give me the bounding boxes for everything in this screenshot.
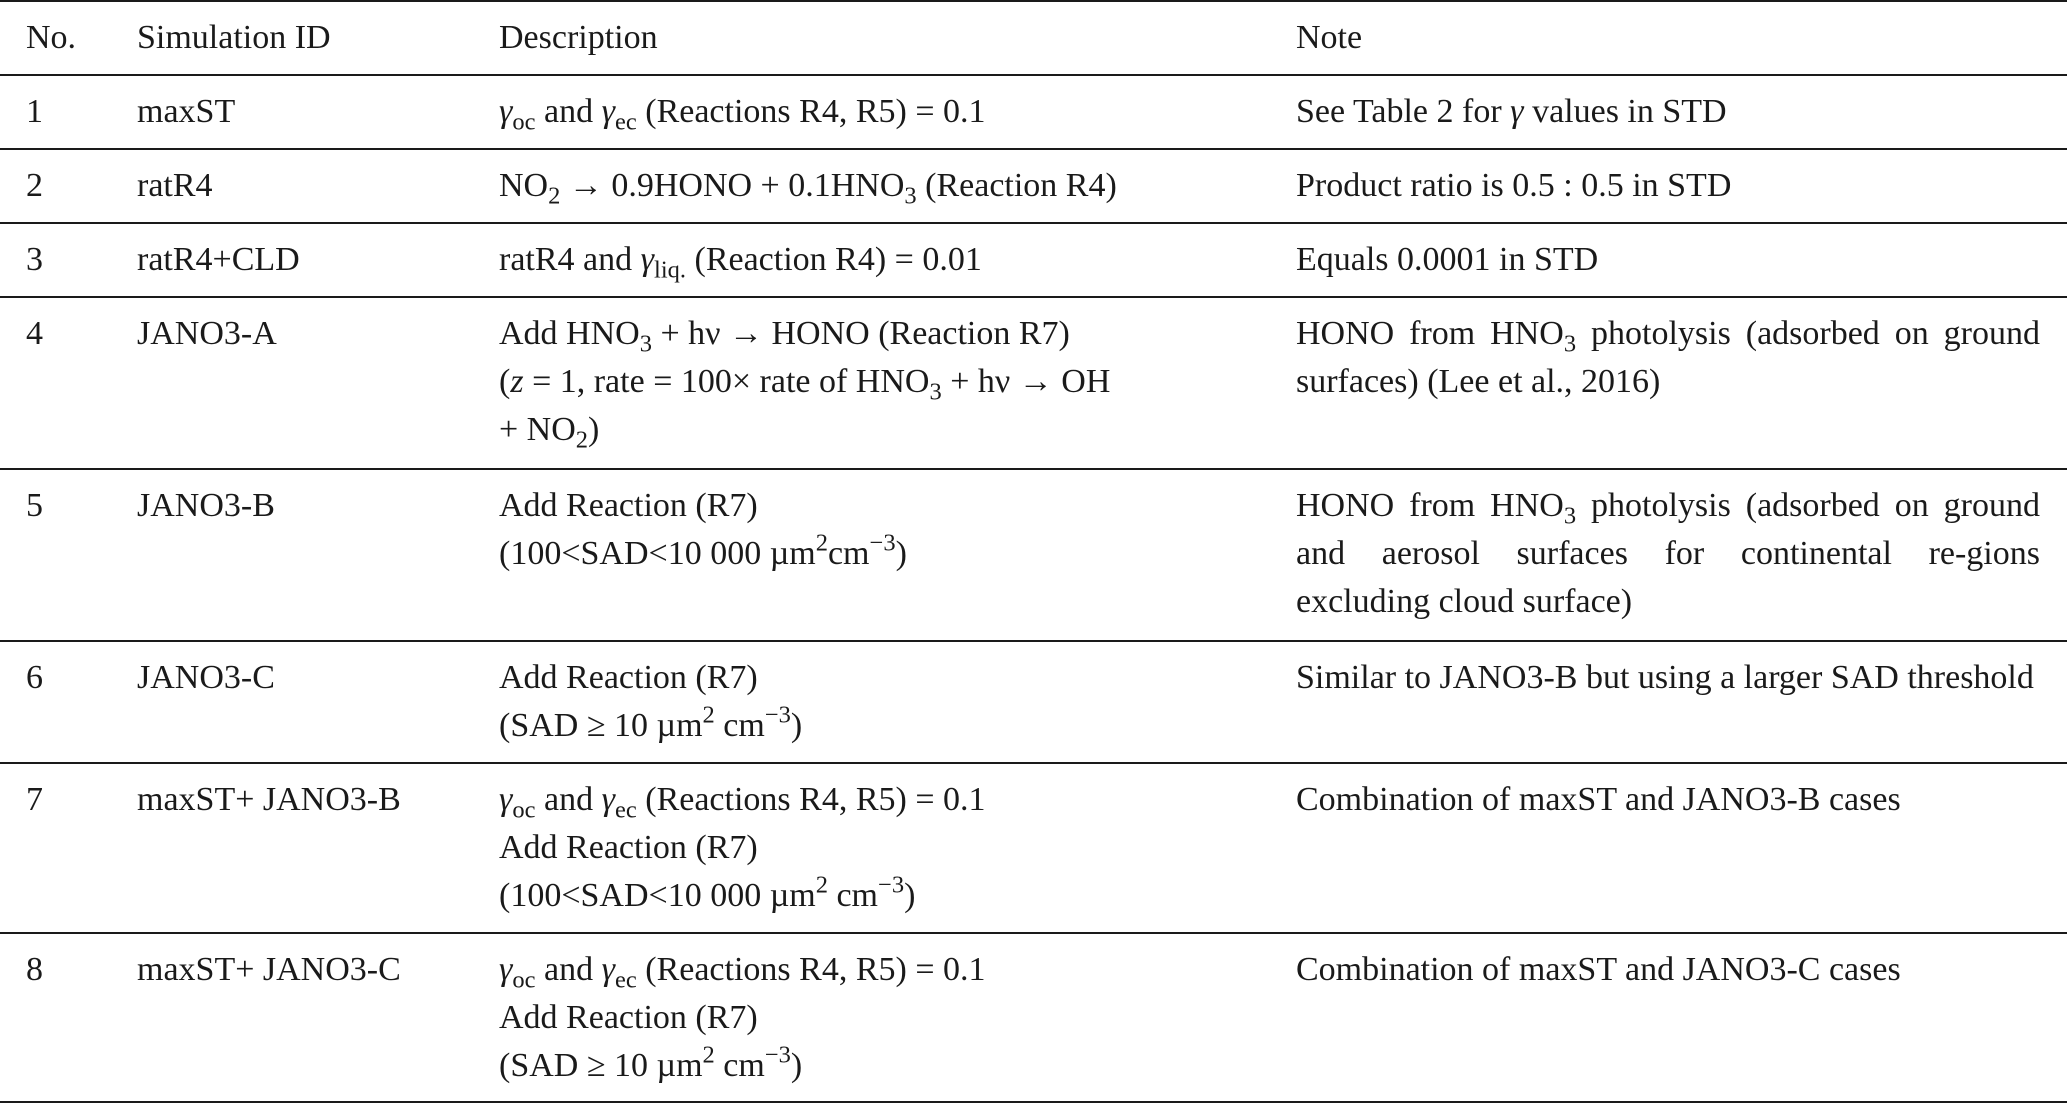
note: Similar to JANO3-B but using a larger SAD threshold <box>1296 659 2034 696</box>
row-rule <box>0 296 2067 298</box>
description: $\gamma_{oc}$ and $\gamma_{ec}$ (Reactions R4, R5) = 0.1 Add Reaction (R7) (SAD ≥ 10 µm$^2$ $cm^{-3}$) <box>499 951 986 1084</box>
simulation-id: maxST <box>137 93 236 130</box>
note: HONO from $HNO_3$ photolysis (adsorbed on ground surfaces) (Lee et al., 2016) <box>1296 315 2040 400</box>
row-rule <box>0 468 2067 470</box>
row-rule <box>0 640 2067 642</box>
note: Product ratio is 0.5 : 0.5 in STD <box>1296 167 1732 204</box>
row-rule <box>0 762 2067 764</box>
header-simulation-id: Simulation ID <box>137 19 331 56</box>
row-rule <box>0 148 2067 150</box>
row-rule <box>0 222 2067 224</box>
note: Combination of maxST and JANO3-C cases <box>1296 951 1901 988</box>
header-description: Description <box>499 19 658 56</box>
note: Equals 0.0001 in STD <box>1296 241 1599 278</box>
row-number: 7 <box>26 781 43 818</box>
description: Add Reaction (R7) (SAD ≥ 10 µm$^2$ $cm^{-3}$) <box>499 659 803 744</box>
description: $\gamma_{oc}$ and $\gamma_{ec}$ (Reactions R4, R5) = 0.1 <box>499 93 986 136</box>
row-number: 5 <box>26 487 43 524</box>
simulation-id: ratR4+CLD <box>137 241 300 278</box>
simulation-id: maxST+ JANO3-B <box>137 781 401 818</box>
note: Combination of maxST and JANO3-B cases <box>1296 781 1901 818</box>
note: See Table 2 for γ values in STD <box>1296 93 1727 130</box>
simulation-id: ratR4 <box>137 167 213 204</box>
description: ratR4 and $\gamma_{liq.}$ (Reaction R4) = 0.01 <box>499 241 982 284</box>
row-number: 1 <box>26 93 43 130</box>
simulation-id: maxST+ JANO3-C <box>137 951 401 988</box>
description: $\gamma_{oc}$ and $\gamma_{ec}$ (Reactions R4, R5) = 0.1 Add Reaction (R7) (100<SAD<10 000 µm$^2$ $cm^{-3}$) <box>499 781 986 914</box>
header-note: Note <box>1296 19 1363 56</box>
simulation-id: JANO3-B <box>137 487 275 524</box>
simulation-id: JANO3-C <box>137 659 275 696</box>
header-rule <box>0 74 2067 76</box>
row-number: 8 <box>26 951 43 988</box>
row-number: 6 <box>26 659 43 696</box>
row-number: 4 <box>26 315 43 352</box>
description: Add Reaction (R7) (100<SAD<10 000 $\mu m^2cm^{-3}$) <box>499 487 907 572</box>
description: Add $HNO_3 + h\nu$ → HONO (Reaction R7) (z = 1, rate = 100× rate of $HNO_3 + h\nu$ → OH + $NO_2$) <box>499 315 1111 454</box>
row-number: 3 <box>26 241 43 278</box>
table-top-rule <box>0 0 2067 2</box>
header-no: No. <box>26 19 77 56</box>
row-number: 2 <box>26 167 43 204</box>
simulation-id: JANO3-A <box>137 315 277 352</box>
note: HONO from $HNO_3$ photolysis (adsorbed on ground and aerosol surfaces for continental re-gions excluding cloud surface) <box>1296 487 2040 620</box>
table-bottom-rule <box>0 1101 2067 1103</box>
row-rule <box>0 932 2067 934</box>
description: $NO_2$ → 0.9HONO + $0.1HNO_3$ (Reaction R4) <box>499 167 1117 210</box>
